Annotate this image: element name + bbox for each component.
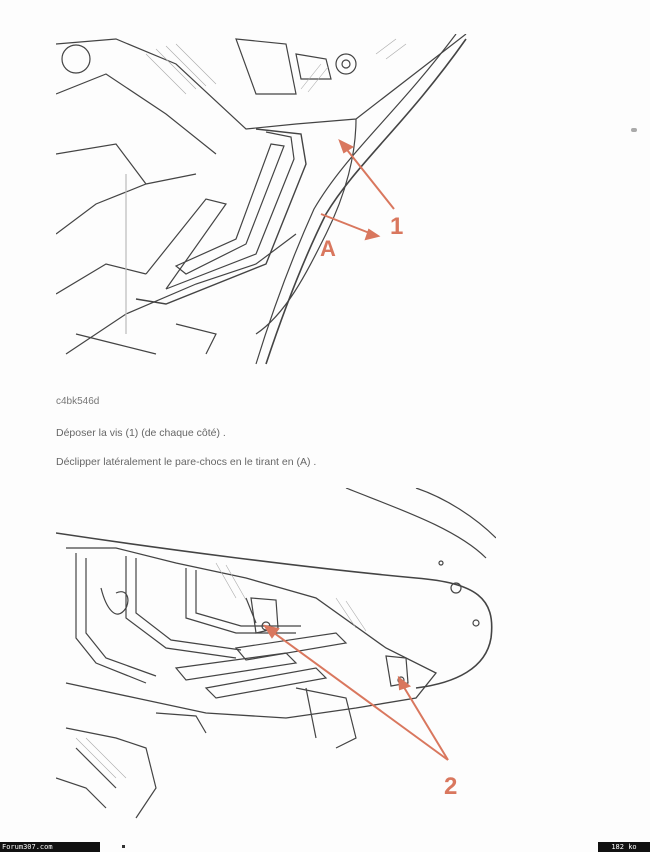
figure-bumper-side-view	[56, 34, 496, 374]
bumper-side-drawing	[56, 34, 496, 374]
callout-a: A	[320, 236, 336, 261]
footer-source: Forum307.com	[0, 842, 100, 852]
figure-bumper-underside-view	[56, 488, 496, 823]
instruction-step-1: Déposer la vis (1) (de chaque côté) .	[56, 427, 226, 439]
instruction-step-2: Déclipper latéralement le pare-chocs en le tirant en (A) .	[56, 456, 317, 468]
callout-1: 1	[390, 213, 404, 240]
scan-speck	[631, 128, 637, 132]
footer-dot	[122, 845, 125, 848]
callout-2: 2	[444, 773, 458, 800]
footer-file-size: 182 ko	[598, 842, 650, 852]
reference-code: c4bk546d	[56, 396, 100, 407]
bumper-underside-drawing	[56, 488, 496, 823]
